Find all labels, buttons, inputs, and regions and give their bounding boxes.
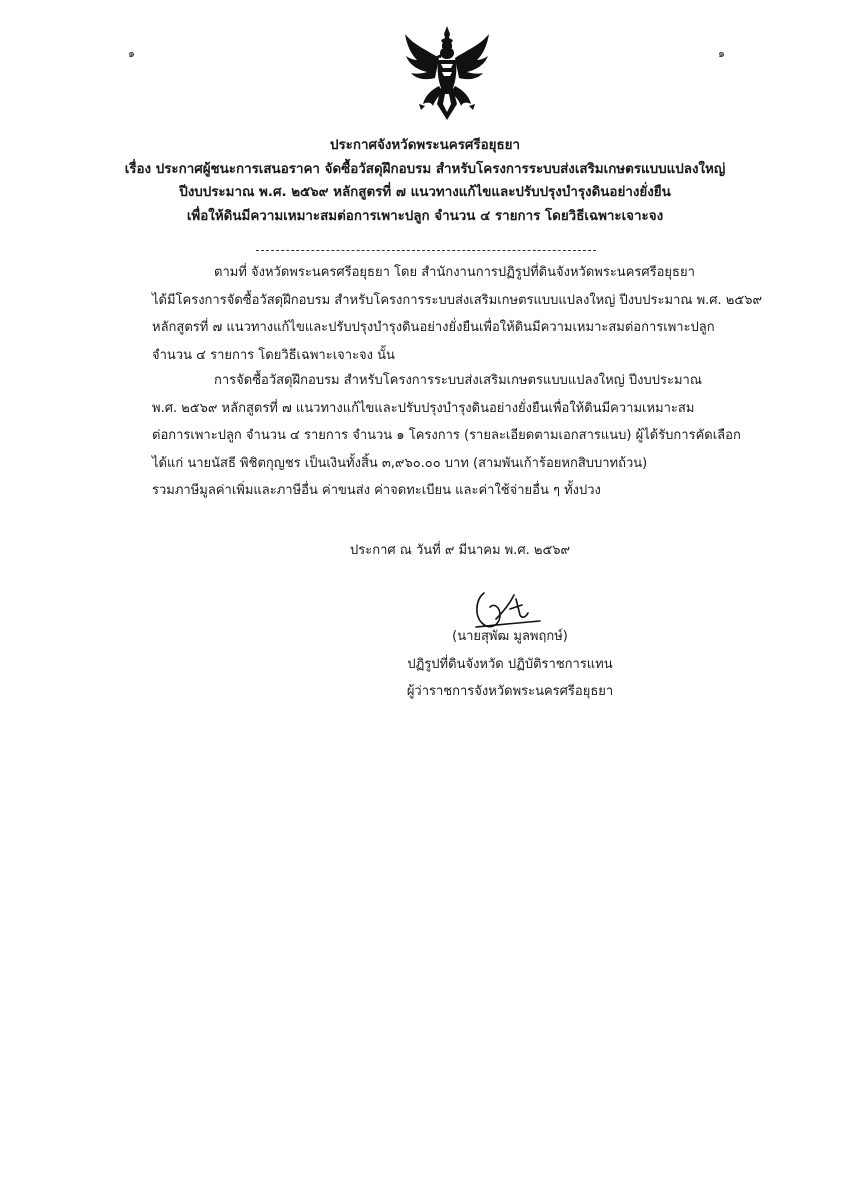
paragraph-2-line: ได้แก่ นายนัสธี พิชิตกุญชร เป็นเงินทั้งสิ้น ๓,๙๖๐.๐๐ บาท (สามพันเก้าร้อยหกสิบบาทถ้วน) (152, 455, 648, 471)
header-divider (256, 250, 596, 251)
header-title: ประกาศจังหวัดพระนครศรีอยุธยา (329, 138, 521, 153)
signer-name: (นายสุพัฒ มูลพฤกษ์) (452, 629, 568, 644)
paragraph-1 (152, 259, 772, 369)
paragraph-1-line: ตามที่ จังหวัดพระนครศรีอยุธยา โดย สำนักงานการปฏิรูปที่ดินจังหวัดพระนครศรีอยุธยา (214, 265, 695, 280)
header-subject-line-1: เรื่อง ประกาศผู้ชนะการเสนอราคา จัดซื้อวัสดุฝึกอบรม สำหรับโครงการระบบส่งเสริมเกษตรแบบแปลงใหญ่ (124, 161, 726, 177)
paragraph-2 (152, 367, 772, 505)
page-mark-left: ๑ (128, 47, 135, 60)
garuda-emblem-icon (401, 24, 493, 124)
paragraph-1-line: ได้มีโครงการจัดซื้อวัสดุฝึกอบรม สำหรับโครงการระบบส่งเสริมเกษตรแบบแปลงใหญ่ ปีงบประมาณ พ.ศ. ๒๕๖๙ (152, 292, 762, 308)
paragraph-2-line: พ.ศ. ๒๕๖๙ หลักสูตรที่ ๗ แนวทางแก้ไขและปรับปรุงบำรุงดินอย่างยั่งยืนเพื่อให้ดินมีความเหมาะสม (152, 400, 695, 416)
header-subject-line-3: เพื่อให้ดินมีความเหมาะสมต่อการเพาะปลูก จำนวน ๔ รายการ โดยวิธีเฉพาะเจาะจง (186, 208, 664, 224)
paragraph-2-line: การจัดซื้อวัสดุฝึกอบรม สำหรับโครงการระบบส่งเสริมเกษตรแบบแปลงใหญ่ ปีงบประมาณ (214, 373, 702, 388)
paragraph-1-line: หลักสูตรที่ ๗ แนวทางแก้ไขและปรับปรุงบำรุงดินอย่างยั่งยืนเพื่อให้ดินมีความเหมาะสมต่อการเพาะปลูก (152, 320, 715, 335)
signer-block (340, 623, 680, 706)
header-subject-line-2: ปีงบประมาณ พ.ศ. ๒๕๖๙ หลักสูตรที่ ๗ แนวทางแก้ไขและปรับปรุงบำรุงดินอย่างยั่งยืน (179, 185, 671, 200)
announcement-header (60, 134, 790, 228)
page-mark-right: ๑ (718, 47, 725, 60)
paragraph-2-line: รวมภาษีมูลค่าเพิ่มและภาษีอื่น ค่าขนส่ง ค่าจดทะเบียน และค่าใช้จ่ายอื่น ๆ ทั้งปวง (152, 483, 601, 498)
paragraph-2-line: ต่อการเพาะปลูก จำนวน ๔ รายการ จำนวน ๑ โครงการ (รายละเอียดตามเอกสารแนบ) ผู้ได้รับการคัดเลือก (152, 428, 741, 443)
announcement-date: ประกาศ ณ วันที่ ๙ มีนาคม พ.ศ. ๒๕๖๙ (350, 543, 571, 558)
paragraph-1-line: จำนวน ๔ รายการ โดยวิธีเฉพาะเจาะจง นั้น (152, 347, 395, 363)
signer-position: ปฏิรูปที่ดินจังหวัด ปฏิบัติราชการแทน (407, 656, 613, 672)
signer-position: ผู้ว่าราชการจังหวัดพระนครศรีอยุธยา (406, 684, 614, 699)
